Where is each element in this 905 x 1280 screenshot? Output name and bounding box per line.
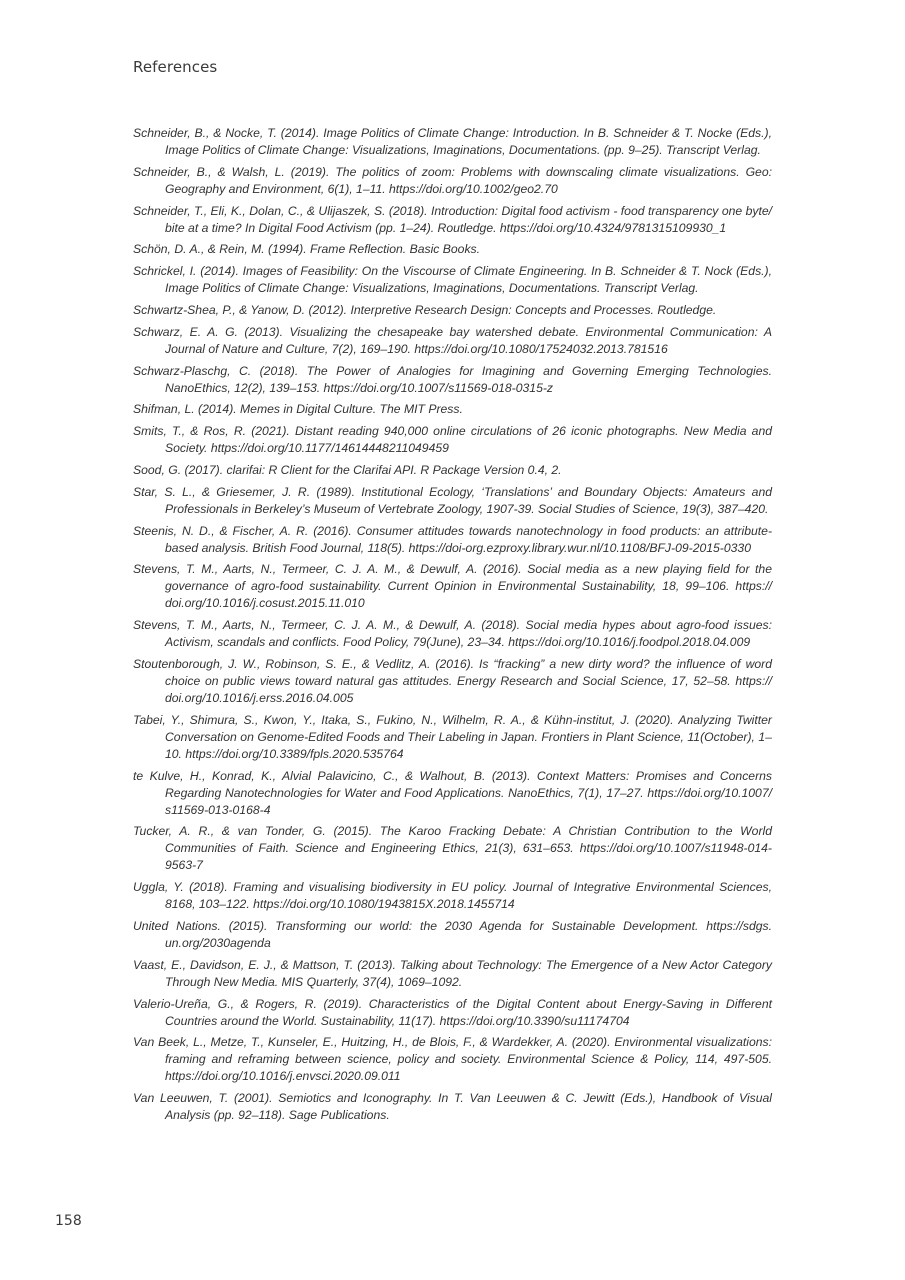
reference-item: United Nations. (2015). Transforming our world: the 2030 Agenda for Sustainable Development. https://sdgs. un.org/2030agenda <box>133 918 772 950</box>
running-head: References <box>133 58 218 76</box>
reference-item: Schwarz-Plaschg, C. (2018). The Power of Analogies for Imagining and Governing Emerging Technologies. NanoEthics, 12(2), 139–153. https://doi.org/10.1007/s11569-018-0315-z <box>133 363 772 395</box>
reference-item: Uggla, Y. (2018). Framing and visualising biodiversity in EU policy. Journal of Integrative Environmental Sciences, 8168, 103–122. https://doi.org/10.1080/1943815X.2018.1455714 <box>133 880 772 912</box>
reference-item: Schön, D. A., & Rein, M. (1994). Frame Reflection. Basic Books. <box>133 242 481 257</box>
reference-item: Sood, G. (2017). clarifai: R Client for the Clarifai API. R Package Version 0.4, 2. <box>133 462 562 477</box>
reference-item: Schrickel, I. (2014). Images of Feasibility: On the Viscourse of Climate Engineering. In B. Schneider & T. Nock (Eds.), Image Politics of Climate Change: Visualizations, Imaginations, Documentations. Transcript Verlag. <box>133 264 772 296</box>
reference-item: Valerio-Ureña, G., & Rogers, R. (2019). Characteristics of the Digital Content about Energy-Saving in Different Countries around the World. Sustainability, 11(17). https://doi.org/10.3390/su11174704 <box>133 996 772 1028</box>
reference-item: Schneider, B., & Nocke, T. (2014). Image Politics of Climate Change: Introduction. In B. Schneider & T. Nocke (Eds.), Image Politics of Climate Change: Visualizations, Imaginations, Documentations. (pp. 9–25). Transcript Verlag. <box>133 126 772 157</box>
reference-item: Shifman, L. (2014). Memes in Digital Culture. The MIT Press. <box>133 402 463 417</box>
reference-item: Schneider, T., Eli, K., Dolan, C., & Ulijaszek, S. (2018). Introduction: Digital food activism - food transparency one byte/ bite at a time? In Digital Food Activism (pp. 1–24). Routledge. https://doi.org/10.4324/9781315109930_1 <box>133 203 772 235</box>
reference-item: Steenis, N. D., & Fischer, A. R. (2016). Consumer attitudes towards nanotechnology in food products: an attribute-based analysis. British Food Journal, 118(5). https://doi-org.ezproxy.library.wur.nl/10.1108/BFJ-09-2015-0330 <box>133 523 772 555</box>
reference-item: Van Beek, L., Metze, T., Kunseler, E., Huitzing, H., de Blois, F., & Wardekker, A. (2020). Environmental visualizations: framing and reframing between science, policy and society. Environmental Science & Policy, 114, 497-505. https://doi.org/10.1016/j.envsci.2020.09.011 <box>133 1035 772 1084</box>
reference-item: Stevens, T. M., Aarts, N., Termeer, C. J. A. M., & Dewulf, A. (2016). Social media as a new playing field for the governance of agro-food sustainability. Current Opinion in Environmental Sustainability, 18, 99–106. https:// doi.org/10.1016/j.cosust.2015.11.010 <box>133 562 772 611</box>
reference-item: Stoutenborough, J. W., Robinson, S. E., & Vedlitz, A. (2016). Is “fracking” a new dirty word? the influence of word choice on public views toward natural gas attitudes. Energy Research and Social Science, 17, 52–58. https:// doi.org/10.1016/j.erss.2016.04.005 <box>133 656 772 705</box>
reference-item: te Kulve, H., Konrad, K., Alvial Palavicino, C., & Walhout, B. (2013). Context Matters: Promises and Concerns Regarding Nanotechnologies for Water and Food Applications. NanoEthics, 7(1), 17–27. https://doi.org/10.1007/ s11569-013-0168-4 <box>133 768 772 817</box>
reference-item: Schwartz-Shea, P., & Yanow, D. (2012). Interpretive Research Design: Concepts and Processes. Routledge. <box>133 302 717 317</box>
reference-item: Schwarz, E. A. G. (2013). Visualizing the chesapeake bay watershed debate. Environmental Communication: A Journal of Nature and Culture, 7(2), 169–190. https://doi.org/10.1080/17524032.2013.781516 <box>133 324 772 356</box>
reference-item: Vaast, E., Davidson, E. J., & Mattson, T. (2013). Talking about Technology: The Emergence of a New Actor Category Through New Media. MIS Quarterly, 37(4), 1069–1092. <box>133 957 772 989</box>
reference-item: Tabei, Y., Shimura, S., Kwon, Y., Itaka, S., Fukino, N., Wilhelm, R. A., & Kühn-institut, J. (2020). Analyzing Twitter Conversation on Genome-Edited Foods and Their Labeling in Japan. Frontiers in Plant Science, 11(October), 1–10. https://doi.org/10.3389/fpls.2020.535764 <box>133 712 772 761</box>
reference-item: Smits, T., & Ros, R. (2021). Distant reading 940,000 online circulations of 26 iconic photographs. New Media and Society. https://doi.org/10.1177/14614448211049459 <box>133 424 772 456</box>
reference-item: Tucker, A. R., & van Tonder, G. (2015). The Karoo Fracking Debate: A Christian Contribution to the World Communities of Faith. Science and Engineering Ethics, 21(3), 631–653. https://doi.org/10.1007/s11948-014-9563-7 <box>133 824 772 873</box>
page-number: 158 <box>55 1213 82 1229</box>
reference-item: Schneider, B., & Walsh, L. (2019). The politics of zoom: Problems with downscaling climate visualizations. Geo: Geography and Environment, 6(1), 1–11. https://doi.org/10.1002/geo2.70 <box>133 164 772 196</box>
reference-list <box>133 125 772 1129</box>
reference-item: Star, S. L., & Griesemer, J. R. (1989). Institutional Ecology, ‘Translations’ and Boundary Objects: Amateurs and Professionals in Berkeley’s Museum of Vertebrate Zoology, 1907-39. Social Studies of Science, 19(3), 387–420. <box>133 484 772 516</box>
reference-item: Van Leeuwen, T. (2001). Semiotics and Iconography. In T. Van Leeuwen & C. Jewitt (Eds.), Handbook of Visual Analysis (pp. 92–118). Sage Publications. <box>133 1091 772 1123</box>
reference-item: Stevens, T. M., Aarts, N., Termeer, C. J. A. M., & Dewulf, A. (2018). Social media hypes about agro-food issues: Activism, scandals and conflicts. Food Policy, 79(June), 23–34. https://doi.org/10.1016/j.foodpol.2018.04.009 <box>133 618 772 650</box>
